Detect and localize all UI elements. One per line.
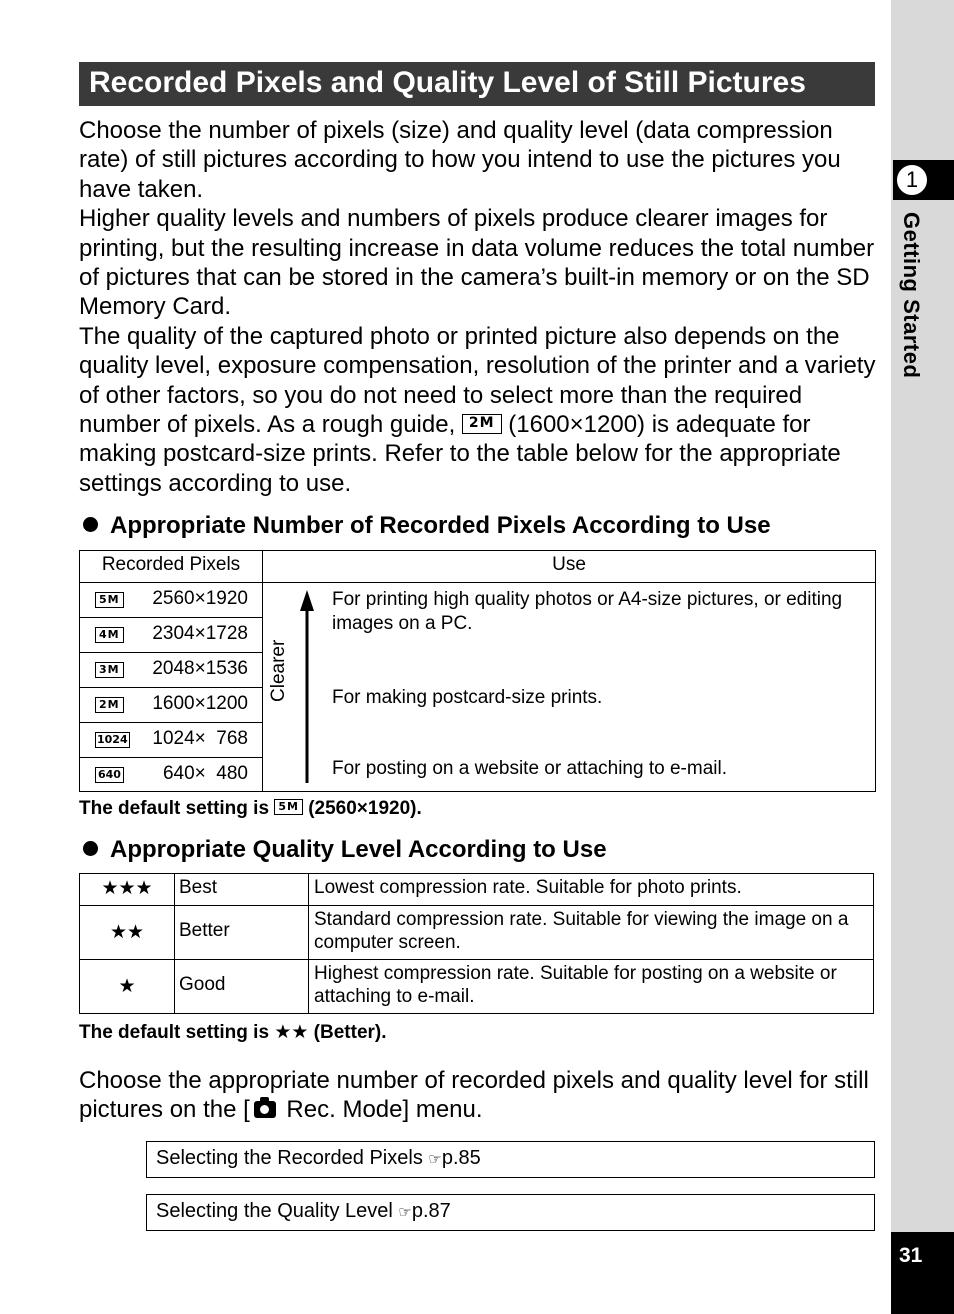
default-suffix: (2560×1920). <box>308 798 422 819</box>
resolution-5m-icon: 5M <box>274 799 303 815</box>
quality-row <box>80 874 873 905</box>
resolution-value: 2304×1728 <box>152 623 248 644</box>
stars-1-icon: ★ <box>118 976 136 997</box>
quality-default-note <box>79 1021 387 1044</box>
stars-2-icon: ★★ <box>274 1022 309 1043</box>
page-title: Recorded Pixels and Quality Level of Still Pictures <box>79 62 875 106</box>
quality-row <box>80 959 873 1013</box>
intro-text <box>79 116 879 498</box>
quality-description: Lowest compression rate. Suitable for photo prints. <box>314 877 742 898</box>
clearer-label: Clearer <box>268 639 289 703</box>
pointing-hand-icon: ☞ <box>428 1151 442 1168</box>
resolution-3m-icon: 3M <box>95 662 124 678</box>
chapter-number: 1 <box>896 164 928 196</box>
pixels-section-heading <box>83 512 771 540</box>
closing-before: Choose the appropriate number of recorded pixels and quality level for still pictures on the [ <box>79 1067 869 1123</box>
resolution-value: 1600×1200 <box>152 693 248 714</box>
resolution-2m-icon: 2M <box>462 414 502 434</box>
quality-name: Best <box>179 877 218 898</box>
page-number-block <box>891 1232 954 1314</box>
camera-icon <box>254 1101 276 1118</box>
ref-recorded-pixels[interactable] <box>146 1141 875 1178</box>
resolution-value: 2560×1920 <box>152 588 248 609</box>
ref-label: Selecting the Recorded Pixels <box>156 1147 423 1169</box>
ref-page-link[interactable]: p.85 <box>441 1147 481 1169</box>
resolution-value: 2048×1536 <box>152 658 248 679</box>
resolution-value: 640× 480 <box>162 763 248 784</box>
pixels-row <box>80 723 262 758</box>
bullet-icon <box>83 841 98 856</box>
pixels-table <box>79 550 876 792</box>
chapter-title: Getting Started <box>899 212 924 379</box>
col-recorded-pixels-header: Recorded Pixels <box>101 554 241 575</box>
closing-text <box>79 1066 879 1124</box>
clearer-arrow-icon <box>296 589 320 785</box>
quality-section-heading <box>83 836 607 864</box>
ref-quality-level[interactable] <box>146 1194 875 1231</box>
use-description: For making postcard-size prints. <box>332 687 603 708</box>
intro-p3-before: The quality of the captured photo or printed picture also depends on the quality level, exposure compensation, resolution of the printer and a variety of other factors, so you do not need to select more than the required number of pixels. As a rough guide, <box>79 322 876 439</box>
pixels-heading-text: Appropriate Number of Recorded Pixels According to Use <box>110 512 771 539</box>
intro-paragraph-1: Choose the number of pixels (size) and quality level (data compression rate) of still pictures according to how you intend to use the pictures you have taken. <box>79 117 841 203</box>
pixels-row <box>80 583 262 618</box>
resolution-value: 1024× 768 <box>152 728 248 749</box>
quality-table <box>79 873 874 1014</box>
column-divider <box>262 551 263 791</box>
stars-3-icon: ★★★ <box>101 878 153 899</box>
ref-page-link[interactable]: p.87 <box>411 1200 451 1222</box>
intro-paragraph-2: Higher quality levels and numbers of pixels produce clearer images for printing, but the resulting increase in data volume reduces the total number of pictures that can be stored in the camera’s built-in memory or on the SD Memory Card. <box>79 205 875 321</box>
default-prefix: The default setting is <box>79 798 270 819</box>
use-description: For posting on a website or attaching to e-mail. <box>332 758 727 779</box>
quality-name: Good <box>179 974 226 995</box>
quality-description: Highest compression rate. Suitable for posting on a website or attaching to e-mail. <box>314 963 837 1007</box>
resolution-640-icon: 640 <box>95 767 124 783</box>
quality-heading-text: Appropriate Quality Level According to Use <box>110 836 607 863</box>
quality-row <box>80 905 873 960</box>
resolution-1024-icon: 1024 <box>97 733 128 746</box>
pixels-row <box>80 758 262 793</box>
closing-after: Rec. Mode] menu. <box>279 1096 483 1123</box>
stars-2-icon: ★★ <box>109 922 145 943</box>
resolution-2m-icon: 2M <box>95 697 124 713</box>
intro-paragraph-3 <box>79 322 879 498</box>
resolution-4m-icon: 4M <box>95 627 124 643</box>
pixels-row <box>80 688 262 723</box>
default-suffix: (Better). <box>313 1022 387 1043</box>
intro-p3-after: (1600×1200) is adequate for making postcard-size prints. Refer to the table below for the appropriate settings according to use. <box>79 411 841 497</box>
pixels-row <box>80 618 262 653</box>
pointing-hand-icon: ☞ <box>398 1204 412 1221</box>
pixels-default-note <box>79 798 422 820</box>
bullet-icon <box>83 517 98 532</box>
page-number: 31 <box>899 1244 923 1267</box>
use-description: For printing high quality photos or A4-size pictures, or editing images on a PC. <box>332 589 843 634</box>
pixels-row <box>80 653 262 688</box>
default-prefix: The default setting is <box>79 1022 270 1043</box>
quality-name: Better <box>179 920 230 941</box>
ref-label: Selecting the Quality Level <box>156 1200 393 1222</box>
col-use-header: Use <box>552 554 586 575</box>
resolution-5m-icon: 5M <box>95 592 124 608</box>
quality-description: Standard compression rate. Suitable for viewing the image on a computer screen. <box>314 909 849 953</box>
